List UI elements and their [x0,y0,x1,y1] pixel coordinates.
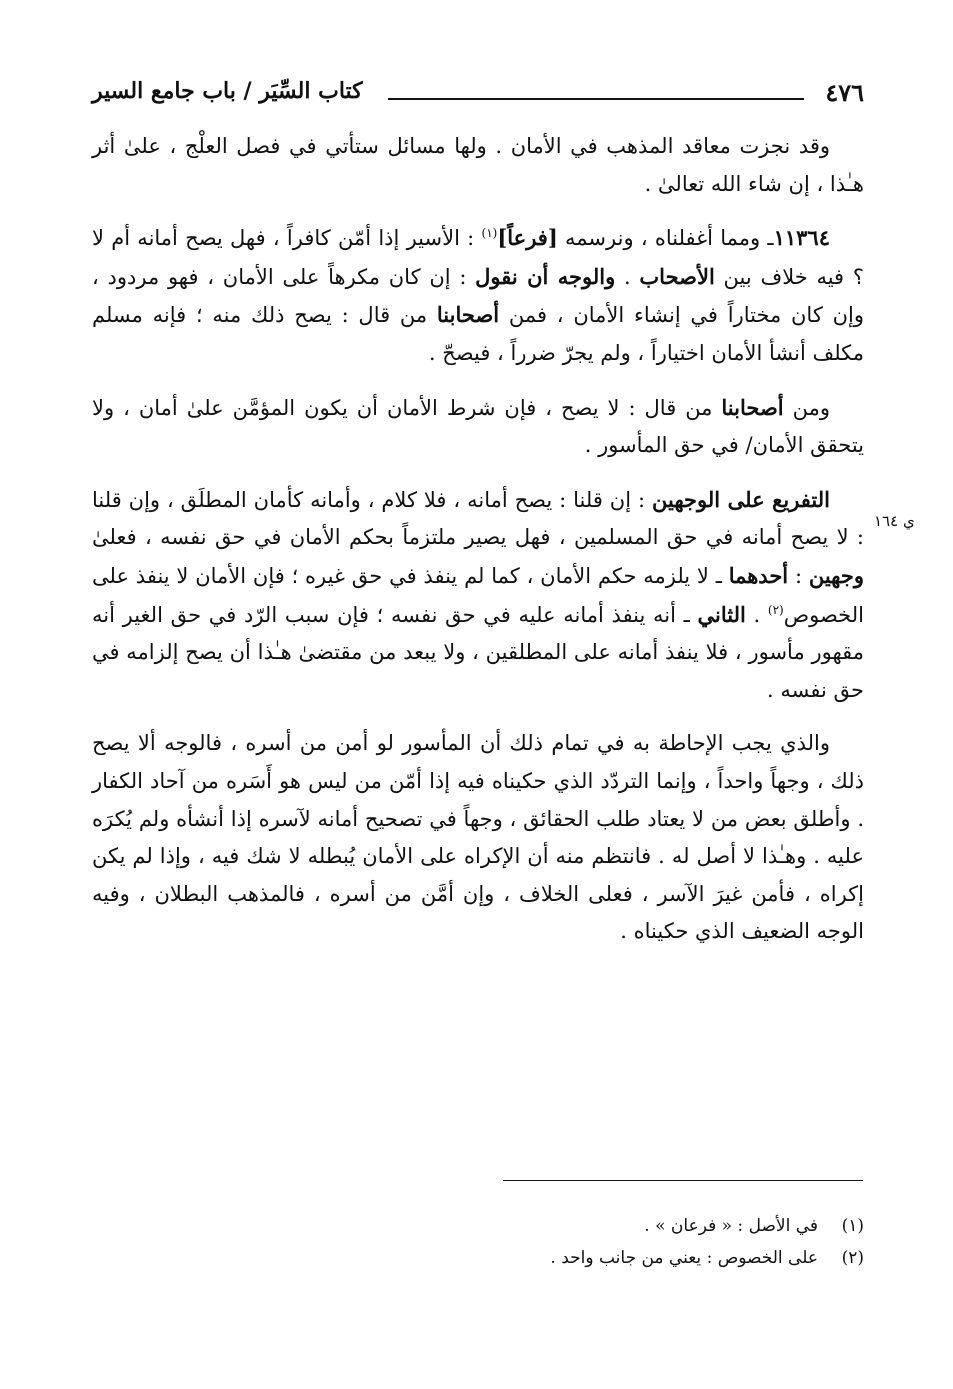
paragraph-text: : الأسير إذا أمّن كافراً ، فهل يصح أمانه أم لا ؟ فيه خلاف بين [92,226,864,289]
paragraph-text: : إن قلنا : يصح أمانه ، فلا كلام ، وأمانه كأمان المطلَق ، وإن قلنا : لا يصح أمانه في حق المسلمين ، فهل يصير ملتزماً بحكم الأمان في حق نفسه ، فعلىٰ [92,487,864,550]
running-header [92,78,864,114]
header-rule [388,98,804,100]
paragraph-text: . [753,602,761,627]
bold-term: وجهين [808,562,864,588]
bold-term: الثاني [697,601,746,627]
footnotes [300,1210,864,1274]
paragraph-5: والذي يجب الإحاطة به في تمام ذلك أن المأسور لو أمن من أسره ، فالوجه ألا يصح ذلك ، وجهاً واحداً ، وإنما التردّد الذي حكيناه فيه إذا أمّن من ليس هو أَسَره من آحاد الكفار . وأطلق بعض من لا يعتاد طلب الحقائق ، وجهاً في تصحيح أمانه لآسره إذا أنشأه ولم يُكرَه عليه . وهـٰذا لا أصل له . فانتظم منه أن الإكراه على الأمان يُبطله لا شك فيه ، وإذا لم يكن إكراه ، فأمن غيرَ الآسر ، فعلى الخلاف ، وإن أمَّن من أسره ، فالمذهب البطلان ، وفيه الوجه الضعيف الذي حكيناه . [92,731,864,944]
margin-folio-note: ي ١٦٤ [874,512,915,530]
paragraph-text: من قال : يصح ذلك منه ؛ فإنه مسلم مكلف أنشأ الأمان اختياراً ، ولم يجرّ ضرراً ، فيصحّ . [92,303,864,365]
paragraph-2 [92,219,864,372]
bracketed-word: [فرعاً] [497,225,558,251]
paragraph-text: : [794,563,803,588]
footnote-2 [300,1242,864,1274]
paragraph-text: . [623,264,631,289]
bold-term: الأصحاب [639,263,715,289]
footnote-ref-1: (١) [481,226,498,241]
running-title: كتاب السِّيَر / باب جامع السير [92,78,363,104]
bold-term: والوجه أن نقول [475,263,616,289]
footnote-number: (١) [841,1216,864,1236]
paragraph-text: : إن كان مكرهاً على الأمان ، فهو مردود ، وإن كان مختاراً في إنشاء الأمان ، فمن [92,264,864,328]
paragraph-text: من قال : لا يصح ، فإن شرط الأمان أن يكون المؤمَّن علىٰ أمان ، ولا يتحقق الأمان/ في حق المأسور . [92,395,864,458]
footnote-1 [300,1210,864,1242]
footnote-ref-2: (٢) [767,602,784,617]
bold-term: أصحابنا [436,302,500,328]
paragraph-1: وقد نجزت معاقد المذهب في الأمان . ولها مسائل ستأتي في فصل العلْج ، علىٰ أثر هـٰذا ، إن شاء الله تعالىٰ . [92,134,864,196]
footnote-text: في الأصل : « فرعان » . [644,1216,818,1236]
bold-term: أصحابنا [721,394,784,420]
paragraph-text: ـ ومما أغفلناه ، ونرسمه [565,226,774,251]
paragraph-3 [92,389,864,465]
footnote-number: (٢) [841,1248,864,1268]
footnote-rule [503,1180,863,1181]
paragraph-text: ـ أنه ينفذ أمانه عليه في حق نفسه ؛ فإن سبب الرّد في حق الغير أنه مقهور مأسور ، فلا ينفذ أمانه على المطلقين ، ولا يبعد من مقتضىٰ هـٰذا أن يصح إلزامه في حق نفسه . [92,602,864,702]
main-text [92,128,864,967]
page-number: ٤٧٦ [825,78,864,107]
issue-number: ١١٣٦٤ [773,225,830,251]
paragraph-4 [92,481,864,710]
footnote-text: على الخصوص : يعني من جانب واحد . [550,1248,818,1268]
bold-term: التفريع على الوجهين [652,486,830,512]
bold-term: أحدهما [728,562,789,588]
paragraph-text: ـ لا يلزمه حكم الأمان ، كما لم ينفذ في حق غيره ؛ فإن الأمان لا ينفذ على الخصوص [92,563,864,627]
paragraph-text: ومن [792,395,830,420]
